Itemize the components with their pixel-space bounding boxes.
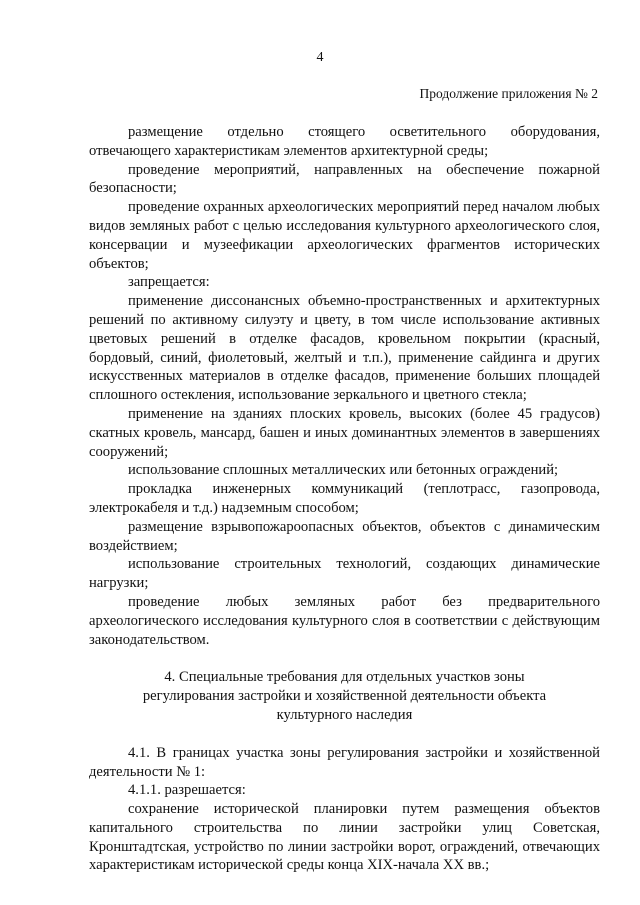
paragraph: размещение отдельно стоящего осветительного оборудования, отвечающего характеристикам элементов архитектурной среды; <box>89 124 600 159</box>
paragraph: 4.1.1. разрешается: <box>128 782 246 799</box>
paragraph: сохранение исторической планировки путем размещения объектов капитального строительства по линии застройки улиц Советская, Кронштадтская, устройство по линии застройки ворот, ограждений, отвечающих характеристикам исторической среды конца XIX-начала XX вв.; <box>89 801 600 874</box>
paragraph: прокладка инженерных коммуникаций (теплотрасс, газопровода, электрокабеля и т.д.) надземным способом; <box>89 481 600 516</box>
paragraph: 4.1. В границах участка зоны регулирования застройки и хозяйственной деятельности № 1: <box>89 744 600 780</box>
document-body <box>89 123 600 875</box>
paragraph: использование строительных технологий, создающих динамические нагрузки; <box>89 556 600 592</box>
page-number: 4 <box>316 50 324 65</box>
paragraph: использование сплошных металлических или бетонных ограждений; <box>128 462 559 479</box>
paragraph: запрещается: <box>128 274 210 291</box>
paragraph: проведение любых земляных работ без предварительного археологического исследования культурного слоя в соответствии с действующим законодательством. <box>89 593 600 648</box>
paragraph: размещение взрывопожароопасных объектов, объектов с динамическим воздействием; <box>89 518 600 554</box>
paragraph: применение на зданиях плоских кровель, высоких (более 45 градусов) скатных кровель, мансард, башен и иных доминантных элементов в завершениях сооружений; <box>89 405 600 460</box>
appendix-note: Продолжение приложения № 2 <box>419 86 598 101</box>
section-heading: 4. Специальные требования для отдельных участков зоны регулирования застройки и хозяйственной деятельности объекта культурного наследия <box>142 669 547 723</box>
paragraph: проведение мероприятий, направленных на обеспечение пожарной безопасности; <box>89 161 600 197</box>
paragraph: применение диссонансных объемно-пространственных и архитектурных решений по активному силуэту и цвету, в том числе использование активных цветовых решений в отделке фасадов, кровельном покрытии (красный, бордовый, синий, фиолетовый, желтый и т.п.), применение сайдинга и других искусственных материалов в отделке фасадов, применение больших площадей сплошного остекления, использование зеркального и цветного стекла; <box>89 293 600 404</box>
paragraph: проведение охранных археологических мероприятий перед началом любых видов земляных работ с целью исследования культурного археологического слоя, консервации и музеефикации археологических фрагментов исторических объектов; <box>89 199 600 272</box>
